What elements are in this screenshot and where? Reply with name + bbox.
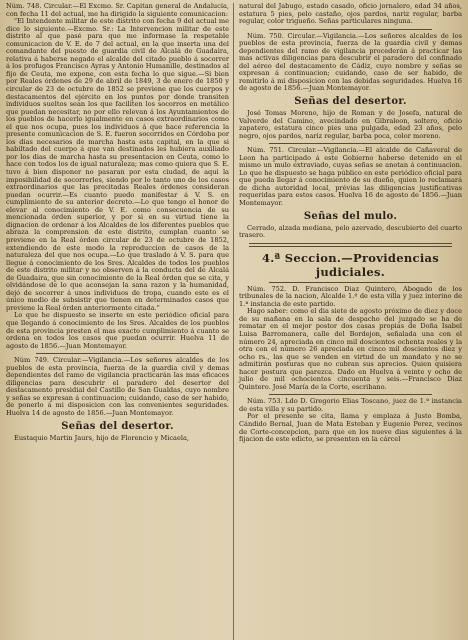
notice-748-quote: "El Intendente militar de este distrito con fecha 9 del actual me dice lo siguiente.—Excmo. Sr.: La Intervencion militar de este distrito al que pasé para que me informase la respetable comunicacion de V. E. de 7 del actual, en la que inserta una del comandante del puesto de guardia civil de Alcalá de Guadaira, relativa á haberse negado el alcalde del citado pueblo á socorrer á los profugos Francisco Ayras y Antonio Humanille, destinados al fijo de Ceuta, me expone, con esta fecha lo que sigue.—Si bien por Reales órdenes de 29 de abril de 1849, 3 de enero de 1850 y circular de 23 de octubre de 1852 se previene que los cuerpos y destacamentos del ejército en los puntos por donde transiten individuos sueltos sean los que faciliten los socorros en metálico que puedan necesitar, no por ello relevan á los Ayuntamientos de los pueblos de hacerlo igualmente en casos extraordinarios como el que nos ocupa, pues los individuos á que hace referencia la presente comunicacion de S. E. fueron socorridos en Córdoba por los dias necesarios de marcha hasta esta capital, en la que si habiltado del cuerpo á que van destinados les hubiera auxiliado por los dias de marcha hasta su presentacion en Ceuta, como lo hace con todos los de igual naturaleza; mas como quiera que S. E. tuvo á bien disponer no pasaran por esta ciudad, de aqui la imposibilidad de socorrerles, siendo por lo tanto uno de los casos extraordinarios que las precitadas Reales órdenes consideran puedan ocurrir.—Es cuanto puedo manifestar á V. S. en cumplimiento de su anterior decreto.—Lo que tengo el honor de elevar al conocimiento de V. E. como consecuencia de su mencionada órden superior, y por si en su virtud tiene la dignacion de ordenar á los Alcaldes de los diferentes pueblos que abraza la comprension de este distrito, cumplan cuanto se previene en la Real órden circular de 23 de octubre de 1852, extendiendo de este modo la reproduccion de casos de la naturaleza del que nos ocupa.—Lo que traslado á V. S. para que llegue á conocimiento de los Sres. Alcaldes de todos los pueblos de este distrito militar y no observen á la conducta del de Alcalá de Guadaira, que sin conocimiento de la Real órden que se cita, y olvidándose de lo que aconsejan la sana razon y la humanidad, dejó de socorrer á unos individuos de tropa, cuando este es el único medio de subsistir que tienen en determinados casos que previene la Real órden anteriormente citada."	[6, 17, 229, 312]
notice-753-heading: Núm. 753. Ldo D. Gregorio Elias Toscano, juez de 1.ª instancia de esta villa y su partido.	[239, 397, 462, 413]
left-column	[6, 3, 234, 640]
notice-753-body: Por el presente se cita, llama y emplaza á Justo Bomba, Cándido Bernal, Juan de Mata Esteban y Eugenio Perez, vecinos de Corte-concepcion, para que en los nueve dias siguientes á la fijacion de este edicto, se presenten en la cárcel	[239, 412, 462, 444]
page-columns	[6, 3, 462, 640]
deserter-heading-1: Señas del desertor.	[61, 420, 174, 432]
deserter-heading-2: Señas del desertor.	[294, 96, 407, 108]
deserter-description-2: José Tomas Moreno, hijo de Roman y de Josefa, natural de Valverde del Camino, avecindado en Gibraleon, soltero, oficio zapatero, estatura cinco pies una pulgada, edad 23 años, pelo negro, ojos pardos, nariz regular, barba poca, color moreno.	[239, 109, 462, 140]
deserter-description-1: Eustaquio Martin Jaurs, hijo de Florencio y Micaela,	[14, 433, 190, 442]
divider	[269, 29, 432, 30]
divider	[269, 282, 432, 283]
notice-748-closing: Lo que he dispuesto se inserte en este periódico oficial para que llegando á conocimiento de los Sres. Alcaldes de los pueblos de esta provincia presten el mas exacto cumplimiento á cuanto se ordena en todos los casos que puedan ocurrir. Huelva 11 de agosto de 1856.—Juan Montemayor.	[6, 311, 229, 350]
section-divider	[249, 243, 452, 247]
notice-749: Núm 749. Circular.—Vigilancia.—Los señores alcaldes de los pueblos de esta provincia, fuerza de la guardia civil y demas dependientes del ramo de vigilancia practicarán las mas eficaces diligencias para descubrir el paradero del desertor del destacamento presidial del Castillo de San Gualdas, cuyo nombre y señas se expresan á continuacion; cuidando, caso de ser habido, de ponerlo á mi disposicion con las convenientes seguridades. Huelva 14 de agosto de 1856.—Juan Montemayor.	[6, 356, 229, 417]
notice-752-body: Hago saber: como el dia siete de agosto próximo de diez y doce de su mañana en la sala de despacho del juzgado se ha de rematar en el mejor postor dos casas propias de Doña Isabel Luisa Barromanera, calle del Bordejon, señalada una con el número 24, apreciada en cinco mil doscientos ochenta reales y la otra con el número 26 apreciada en cinco mil doscientos diez y ocho rs., las que se venden en virtud de un mandato y no se admitirán posturas que no cubran sus aprecios. Quien quisiera hacer postura que parezca. Dado en Huelva á veinte y ocho de julio de mil ochocientos cincuenta y seis.—Francisco Diaz Quintero. José María de la Corte, escribano.	[239, 307, 462, 391]
notice-748-heading: Núm. 748. Circular.—El Excmo. Sr. Capitan general de Andalucía, con fecha 11 del actual, me ha dirigido la siguiente comunicacion:	[6, 3, 229, 18]
notice-752-heading: Núm. 752. D. Francisco Diaz Quintero, Abogado de los tribunales de la nacion, Alcalde 1.º de esta villa y juez interino de 1.ª instancia de este partido.	[239, 284, 462, 308]
mule-heading: Señas del mulo.	[303, 210, 398, 222]
divider	[269, 394, 432, 395]
right-column	[234, 3, 462, 640]
deserter-description-1-cont: natural del Jabugo, estado casado, oficio jornalero, edad 34 años, estatura 5 pies, pelo castaño, ojos pardos, nariz regular, barba regular, color trigueño. Señas particulares ninguna.	[239, 3, 462, 26]
divider	[36, 353, 199, 354]
notice-750: Núm. 750. Circular.—Vigilancia.—Los señores alcaldes de los pueblos de esta provincia, fuerza de la guardia civil y demas dependientes del ramo de vigilancia procederán á practicar las mas activas diligencias para descubrir el paradero del confinado del aéreo del destacamento de Cádiz, cuyo nombre y señas se expresan á continuacion; cuidando, caso de ser habido, de remitirlo á mi disposicion con las debidas seguridades. Huelva 16 de agosto de 1856.—Juan Montemayor.	[239, 31, 462, 93]
divider	[269, 143, 432, 144]
notice-751: Núm. 751. Circular.—Vigilancia.—El alcalde de Cañaveral de Leon ha participado á este Gobierno haberse detenido en el mismo un mulo extraviado, cuyas señas se anotan á continuacion. Lo que he dispuesto se haga público en este periódico oficial para que pueda llegar á conocimiento de su dueño, quien lo reclamará de dicha autoridad local, prévias las diligencias justificativas requeridas para estos casos. Huelva 16 de agosto de 1856.—Juan Montemayor.	[239, 146, 462, 208]
mule-description: Cerrado, alzada mediana, pelo azervado, descubierto del cuarto trasero.	[239, 223, 462, 240]
section-4-heading: 4.ª Seccion.—Providencias judiciales.	[261, 250, 440, 279]
